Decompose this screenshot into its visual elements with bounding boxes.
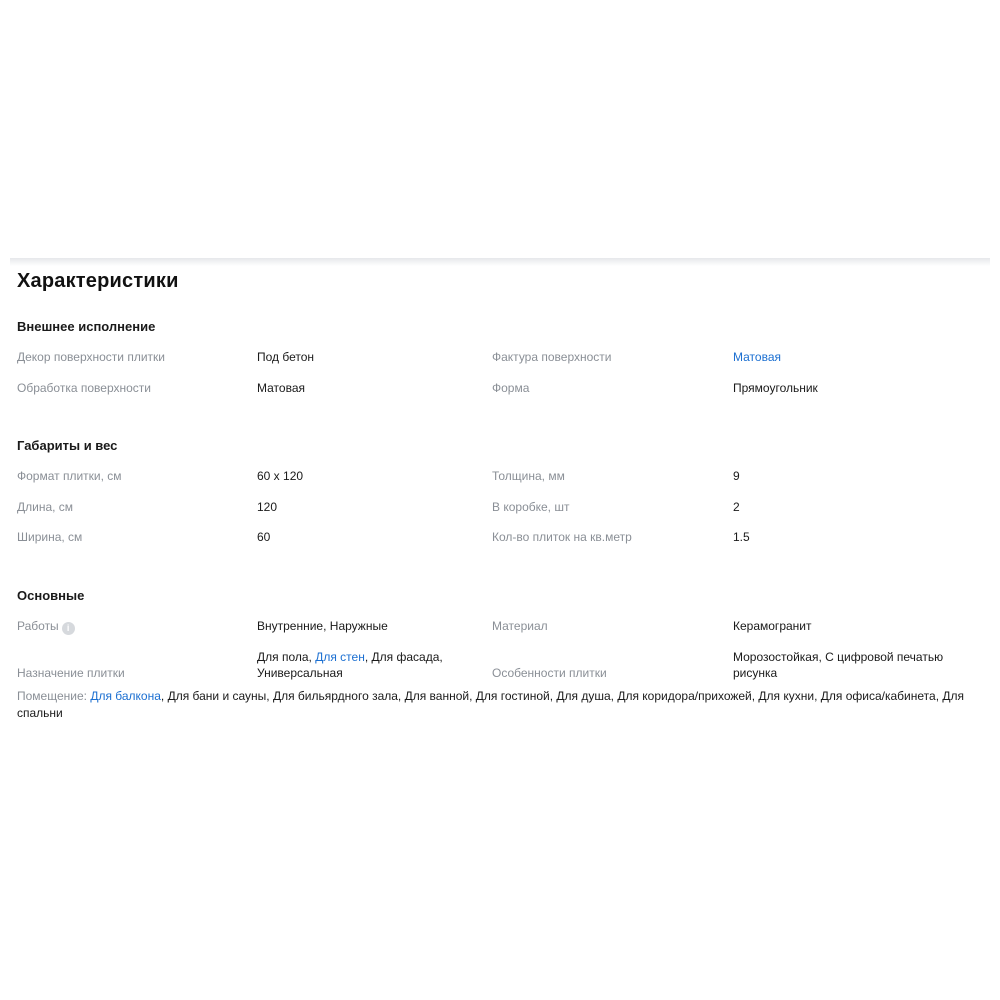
shape-value: Прямоугольник xyxy=(733,381,818,395)
finish-value: Матовая xyxy=(257,381,305,395)
thickness-label: Толщина, мм xyxy=(492,469,565,483)
purpose-value xyxy=(257,649,443,681)
tiles-per-sqm-label: Кол-во плиток на кв.метр xyxy=(492,530,632,544)
decor-label: Декор поверхности плитки xyxy=(17,350,165,364)
features-line-1: Морозостойкая, С цифровой печатью xyxy=(733,650,944,664)
format-value: 60 x 120 xyxy=(257,469,304,483)
purpose-text-facade: , Для фасада, xyxy=(364,650,443,664)
box-count-label: В коробке, шт xyxy=(492,500,570,514)
purpose-text-floor: Для пола, xyxy=(257,650,316,664)
works-label: Работы xyxy=(17,619,59,633)
finish-label: Обработка поверхности xyxy=(17,381,151,395)
tiles-per-sqm-value: 1.5 xyxy=(733,530,750,544)
width-label: Ширина, см xyxy=(17,530,83,544)
material-label: Материал xyxy=(492,619,548,633)
decor-value: Под бетон xyxy=(257,350,315,364)
works-value: Внутренние, Наружные xyxy=(257,619,388,633)
features-value xyxy=(733,649,943,681)
room-values: , Для бани и сауны, Для бильярдного зала, Для ванной, Для гостиной, Для душа, Для коридора/прихожей, Для кухни, Для офиса/кабинета, Для спальни xyxy=(17,689,964,720)
width-value: 60 xyxy=(257,530,271,544)
section-heading-dimensions: Габариты и вес xyxy=(17,438,118,453)
thickness-value: 9 xyxy=(733,469,740,483)
header-shadow-divider xyxy=(10,258,990,266)
features-line-2: рисунка xyxy=(733,666,778,680)
room-row xyxy=(17,688,977,722)
purpose-label: Назначение плитки xyxy=(17,666,125,680)
shape-label: Форма xyxy=(492,381,530,395)
box-count-value: 2 xyxy=(733,500,740,514)
room-balcony-link[interactable]: Для балкона xyxy=(90,689,161,703)
length-label: Длина, см xyxy=(17,500,74,514)
texture-label: Фактура поверхности xyxy=(492,350,612,364)
page-title: Характеристики xyxy=(17,270,179,292)
room-label: Помещение: xyxy=(17,689,91,703)
section-heading-main: Основные xyxy=(17,588,85,603)
material-value: Керамогранит xyxy=(733,619,812,633)
purpose-line-1 xyxy=(257,649,443,665)
purpose-walls-link[interactable]: Для стен xyxy=(315,650,365,664)
section-heading-exterior: Внешнее исполнение xyxy=(17,319,156,334)
features-label: Особенности плитки xyxy=(492,666,607,680)
length-value: 120 xyxy=(257,500,278,514)
info-icon[interactable]: i xyxy=(62,622,75,635)
purpose-line-2: Универсальная xyxy=(257,666,343,680)
works-label-row xyxy=(17,618,75,635)
texture-value-link[interactable]: Матовая xyxy=(733,350,781,364)
format-label: Формат плитки, см xyxy=(17,469,122,483)
